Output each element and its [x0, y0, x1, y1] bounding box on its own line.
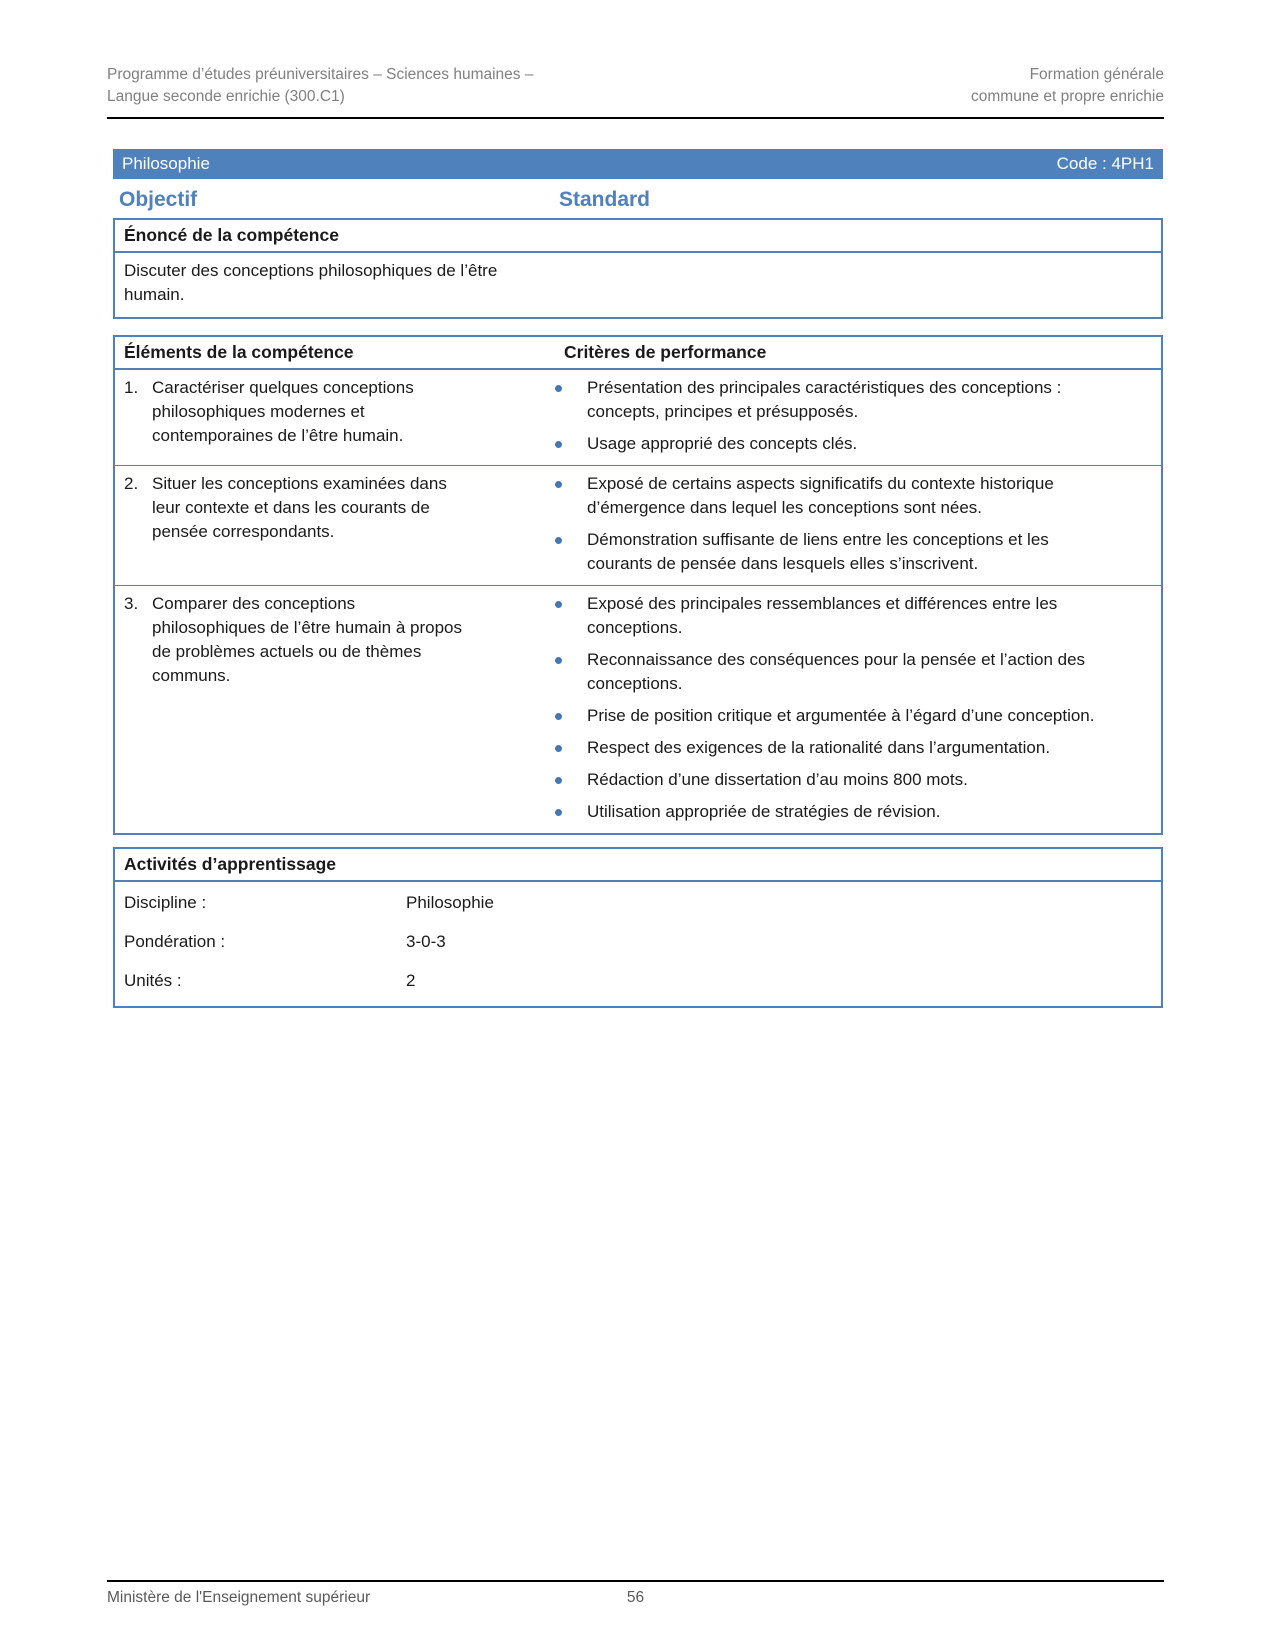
header-left-block	[107, 64, 533, 108]
criteria-item	[555, 704, 1106, 728]
element-number: 1.	[124, 378, 139, 397]
criteria-item	[555, 592, 1106, 640]
criteria-item	[555, 528, 1106, 576]
enonce-body	[115, 253, 1161, 317]
bullet-icon	[555, 385, 562, 392]
criteria-cell	[555, 472, 1161, 576]
criteria-text: Prise de position critique et argumentée à l’égard d’une conception.	[587, 706, 1095, 725]
col-header-elements: Éléments de la compétence	[124, 342, 354, 362]
criteria-text: Rédaction d’une dissertation d’au moins 800 mots.	[587, 770, 968, 789]
criteria-item	[555, 376, 1106, 424]
running-footer	[107, 1580, 1164, 1607]
enonce-table	[113, 218, 1163, 319]
criteria-item	[555, 472, 1106, 520]
heading-standard: Standard	[559, 188, 651, 211]
enonce-header: Énoncé de la compétence	[115, 220, 1161, 253]
activite-label: Pondération :	[124, 932, 226, 951]
activites-table	[113, 847, 1163, 1008]
element-text: Comparer des conceptions philosophiques de l’être humain à propos de problèmes actuels ou de thèmes communs.	[152, 594, 462, 685]
table-row	[115, 585, 1161, 833]
footer-ministry: Ministère de l'Enseignement supérieur	[107, 1589, 371, 1606]
table-row	[115, 465, 1161, 585]
header-right-block	[971, 64, 1164, 108]
bullet-icon	[555, 713, 562, 720]
header-left-line2: Langue seconde enrichie (300.C1)	[107, 88, 345, 105]
activite-value: Philosophie	[406, 893, 494, 912]
criteria-text: Présentation des principales caractéristiques des conceptions : concepts, principes et présupposés.	[587, 378, 1062, 421]
competence-table-header	[115, 337, 1161, 370]
bullet-icon	[555, 777, 562, 784]
element-text: Situer les conceptions examinées dans leur contexte et dans les courants de pensée correspondants.	[152, 474, 447, 541]
criteria-item	[555, 768, 1106, 792]
criteria-cell	[555, 592, 1161, 824]
list-item	[124, 930, 1152, 954]
bullet-icon	[555, 657, 562, 664]
element-cell	[115, 472, 555, 576]
criteria-item	[555, 432, 1106, 456]
element-number: 2.	[124, 474, 139, 493]
element-number: 3.	[124, 594, 139, 613]
element-cell	[115, 376, 555, 456]
bullet-icon	[555, 745, 562, 752]
criteria-text: Respect des exigences de la rationalité dans l’argumentation.	[587, 738, 1051, 757]
header-left-line1: Programme d’études préuniversitaires – Sciences humaines –	[107, 66, 534, 83]
activite-label: Unités :	[124, 971, 182, 990]
enonce-text: Discuter des conceptions philosophiques de l’être humain.	[124, 261, 498, 304]
header-right-line1: Formation générale	[1029, 66, 1164, 83]
criteria-cell	[555, 376, 1161, 456]
bullet-icon	[555, 481, 562, 488]
list-item	[124, 969, 1152, 993]
criteria-text: Démonstration suffisante de liens entre les conceptions et les courants de pensée dans lesquels elles s’inscrivent.	[587, 530, 1049, 573]
bullet-icon	[555, 441, 562, 448]
main-content	[113, 149, 1163, 1008]
activite-value: 2	[406, 971, 416, 990]
header-right-line2: commune et propre enrichie	[971, 88, 1164, 105]
subject-name: Philosophie	[122, 154, 210, 173]
page-number: 56	[626, 1589, 645, 1606]
criteria-text: Exposé des principales ressemblances et différences entre les conceptions.	[587, 594, 1058, 637]
list-item	[124, 891, 1152, 915]
activites-body	[115, 882, 1161, 1006]
criteria-text: Reconnaissance des conséquences pour la pensée et l’action des conceptions.	[587, 650, 1086, 693]
activite-value: 3-0-3	[406, 932, 446, 951]
criteria-text: Usage approprié des concepts clés.	[587, 434, 858, 453]
course-code: Code : 4PH1	[1056, 154, 1154, 173]
criteria-text: Exposé de certains aspects significatifs du contexte historique d’émergence dans lequel les conceptions sont nées.	[587, 474, 1054, 517]
criteria-item	[555, 736, 1106, 760]
bullet-icon	[555, 601, 562, 608]
table-row	[115, 370, 1161, 465]
subject-title-bar	[113, 149, 1163, 179]
activites-header: Activités d’apprentissage	[115, 849, 1161, 882]
criteria-item	[555, 800, 1106, 824]
section-headings	[113, 188, 1163, 212]
activite-label: Discipline :	[124, 893, 207, 912]
heading-objectif: Objectif	[119, 188, 198, 211]
competence-table	[113, 335, 1163, 835]
running-header	[107, 64, 1164, 119]
element-cell	[115, 592, 555, 824]
bullet-icon	[555, 809, 562, 816]
criteria-item	[555, 648, 1106, 696]
criteria-text: Utilisation appropriée de stratégies de révision.	[587, 802, 941, 821]
bullet-icon	[555, 537, 562, 544]
element-text: Caractériser quelques conceptions philosophiques modernes et contemporaines de l’être humain.	[152, 378, 414, 445]
col-header-criteres: Critères de performance	[564, 342, 767, 362]
